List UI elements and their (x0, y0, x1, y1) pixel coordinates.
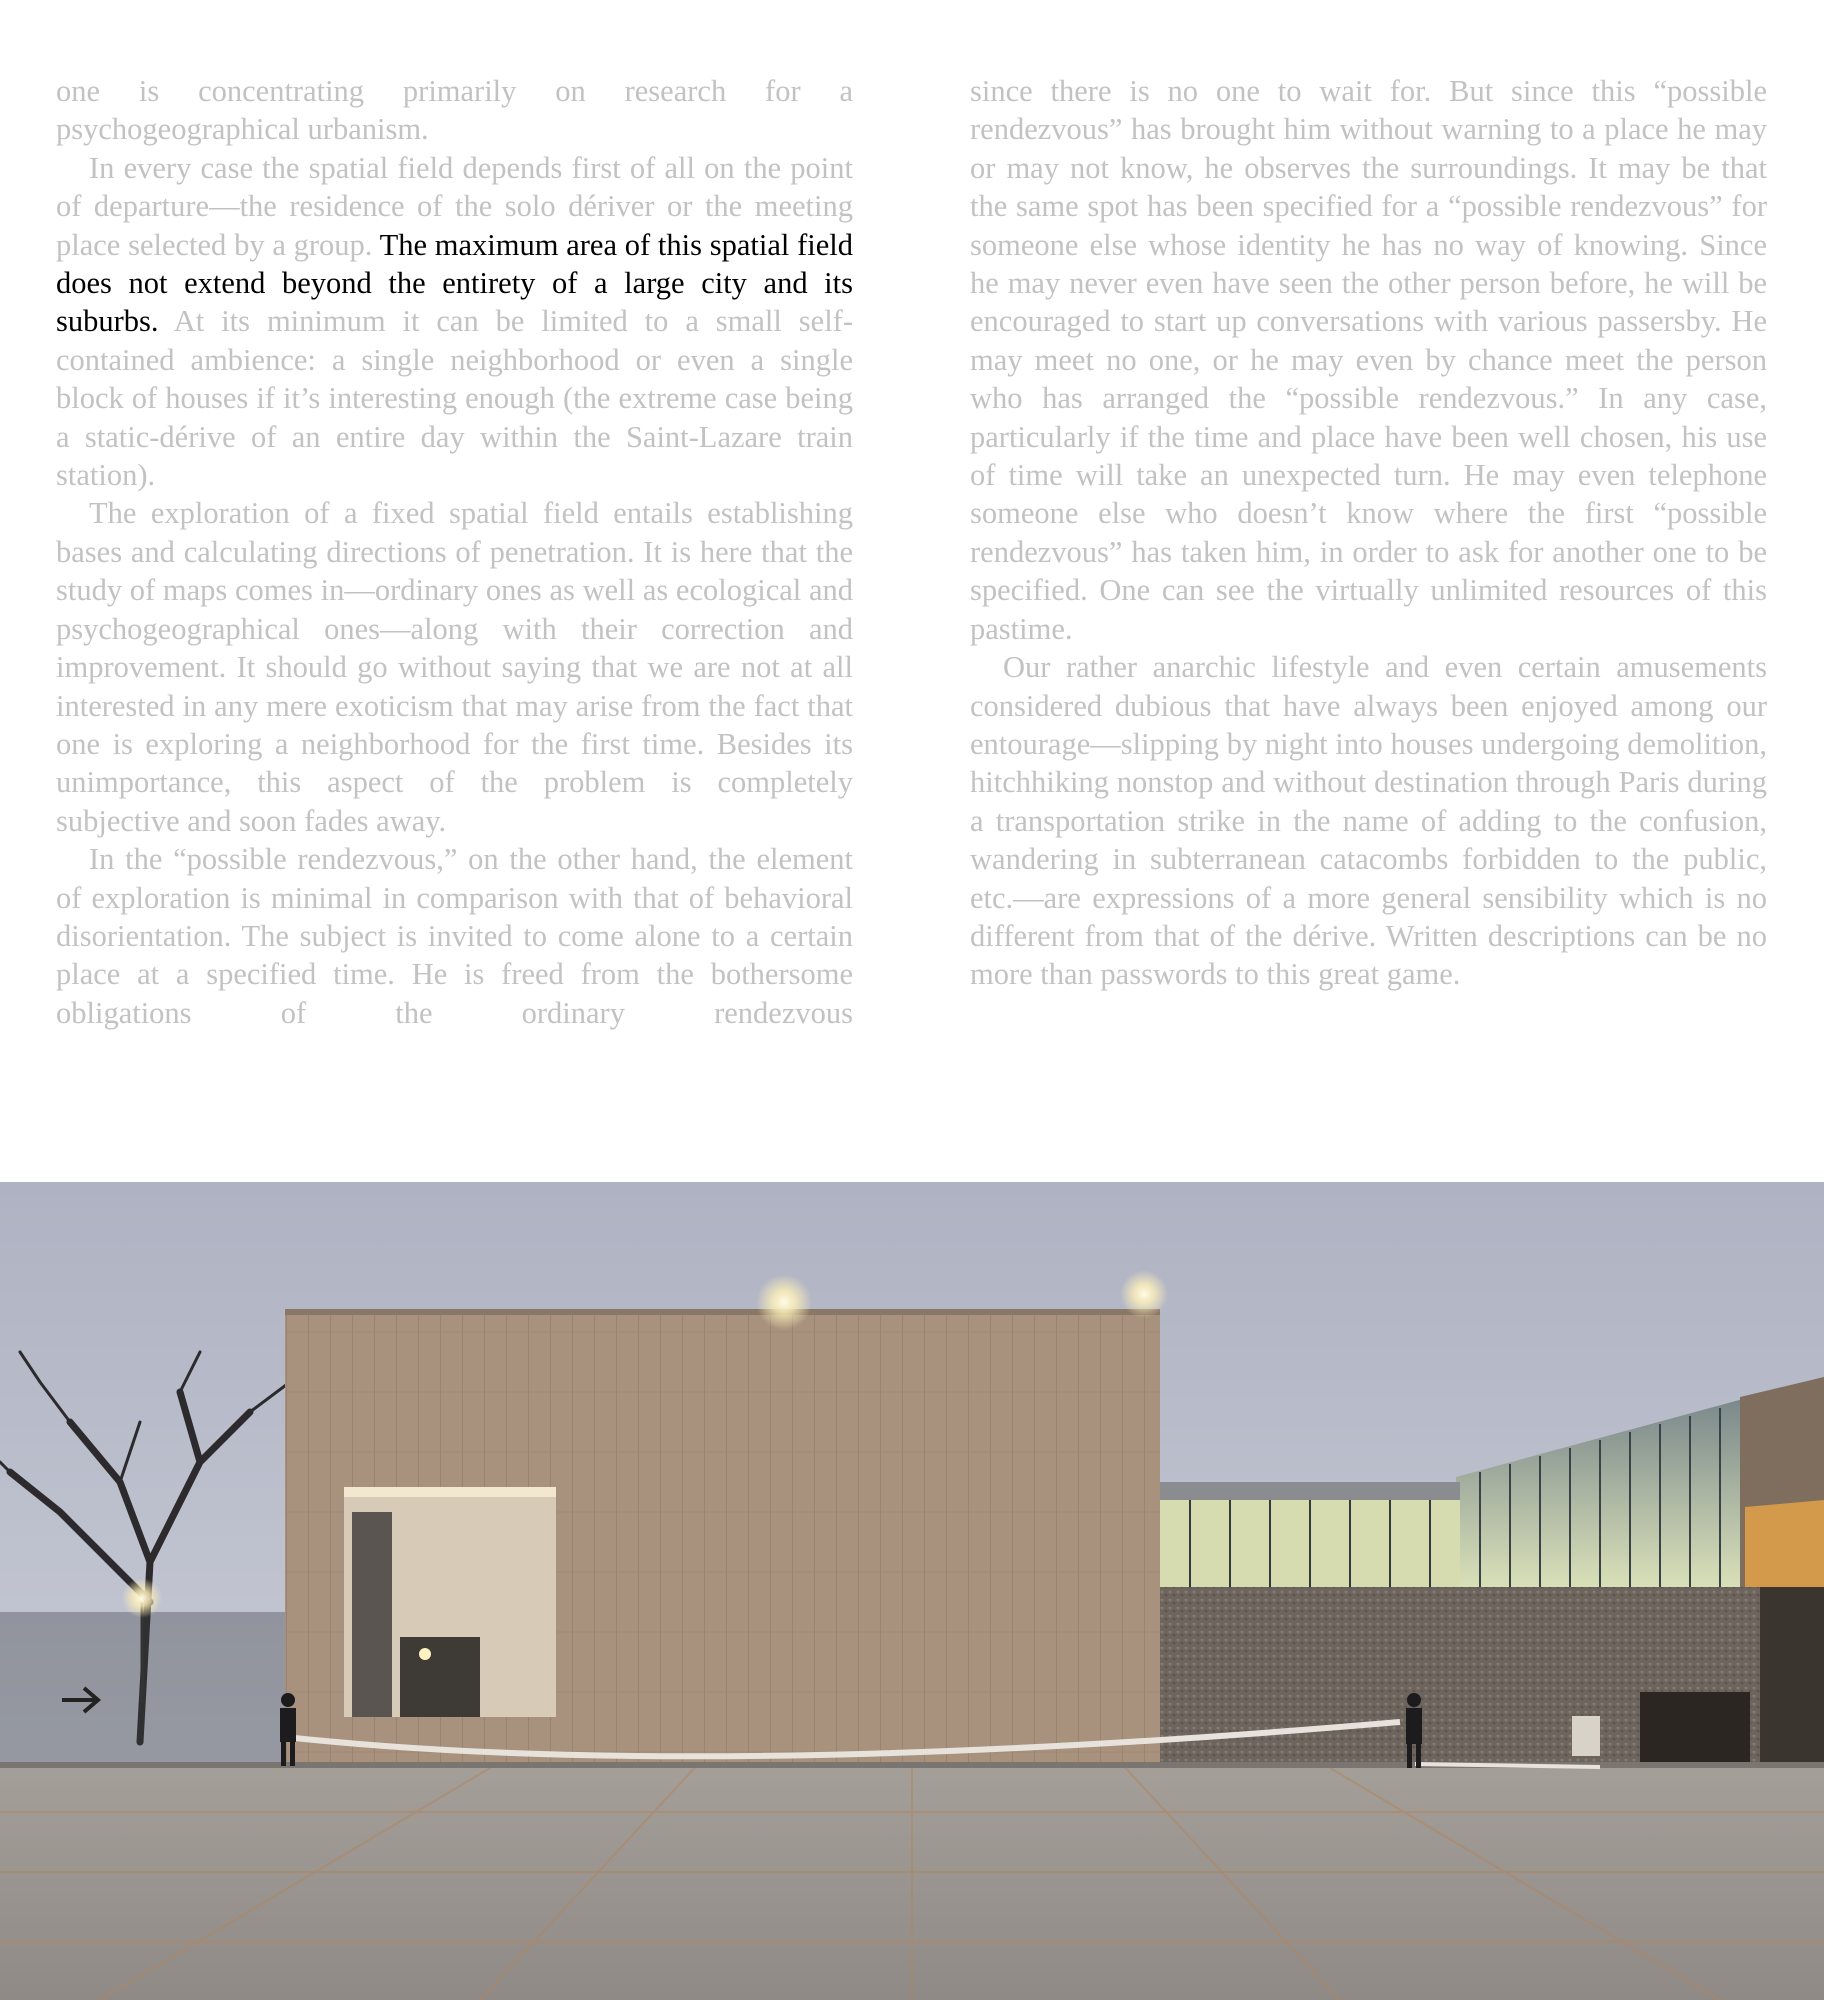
left-column (56, 72, 853, 1082)
right-column (970, 72, 1767, 1082)
opening-doorway (400, 1637, 480, 1717)
left-paragraph-2 (56, 149, 853, 495)
left-paragraph-2-continuation: At its minimum it can be limited to a small self-contained ambience: a single neighborhood or even a single block of houses if it’s interesting enough (the extreme case being a static-dérive of an entire day within the Saint-Lazare train station). (56, 304, 853, 493)
doorway-light (419, 1648, 431, 1660)
plaza-photograph (0, 1182, 1824, 2000)
photo-illustration (0, 1182, 1824, 2000)
opening-dark-panel (352, 1512, 392, 1717)
building-entrance (1760, 1587, 1824, 1777)
right-paragraph-2: Our rather anarchic lifestyle and even certain amusements considered dubious that have always been enjoyed among our entourage—slipping by night into houses undergoing demolition, hitchhiking nonstop and without destination through Paris during a transportation strike in the name of adding to the confusion, wandering in subterranean catacombs forbidden to the public, etc.—are expressions of a more general sensibility which is no different from that of the dérive. Written descriptions can be no more than passwords to this great game. (970, 650, 1767, 992)
roof-light-left (756, 1274, 812, 1330)
highlighted-sentence: The maximum area of this spatial field does not extend beyond the entirety of a large city and its suburbs. (56, 227, 853, 339)
left-paragraph-2-text: In every case the spatial field depends first of all on the point of departure—the residence of the solo dériver or the meeting place selected by a group. (56, 150, 853, 262)
right-paragraph-1: since there is no one to wait for. But since this “possible rendezvous” has brought him without warning to a place he may or may not know, he observes the surroundings. It may be that the same spot has been specified for a “possible rendezvous” for someone else whose identity he has no way of knowing. Since he may never even have seen the other person before, he will be encouraged to start up conversations with various passersby. He may meet no one, or he may even by chance meet the person who has arranged the “possible rendezvous.” In any case, particularly if the time and place have been well chosen, his use of time will take an unexpected turn. He may even telephone someone else who doesn’t know where the first “possible rendezvous” has taken him, in order to ask for another one to be specified. One can see the virtually unlimited resources of this pastime. (970, 74, 1767, 646)
left-paragraph-3: The exploration of a fixed spatial field entails establishing bases and calculating directions of penetration. It is here that the study of maps comes in—ordinary ones as well as ecological and psychogeographical ones—along with their correction and improvement. It should go without saying that we are not at all interested in any mere exoticism that may arise from the fact that one is exploring a neighborhood for the first time. Besides its unimportance, this aspect of the problem is completely subjective and soon fades away. (56, 496, 853, 838)
warm-lit-interior (1745, 1500, 1824, 1602)
roof-light-right (1120, 1270, 1168, 1318)
background-trees (0, 1612, 290, 1762)
opening-lit-edge (344, 1487, 556, 1497)
street-lamp-light (122, 1578, 162, 1618)
cube-roofline (285, 1309, 1160, 1315)
glass-pavilion-roof (1160, 1482, 1460, 1500)
text-area (56, 72, 1767, 1082)
left-paragraph-4: In the “possible rendezvous,” on the other hand, the element of exploration is minimal in comparison with that of behavioral disorientation. The subject is invited to come alone to a certain place at a specified time. He is freed from the bothersome obligations of the ordinary rendezvous (56, 842, 853, 1030)
utility-box (1572, 1716, 1600, 1756)
left-paragraph-1: one is concentrating primarily on research for a psychogeographical urbanism. (56, 74, 853, 147)
